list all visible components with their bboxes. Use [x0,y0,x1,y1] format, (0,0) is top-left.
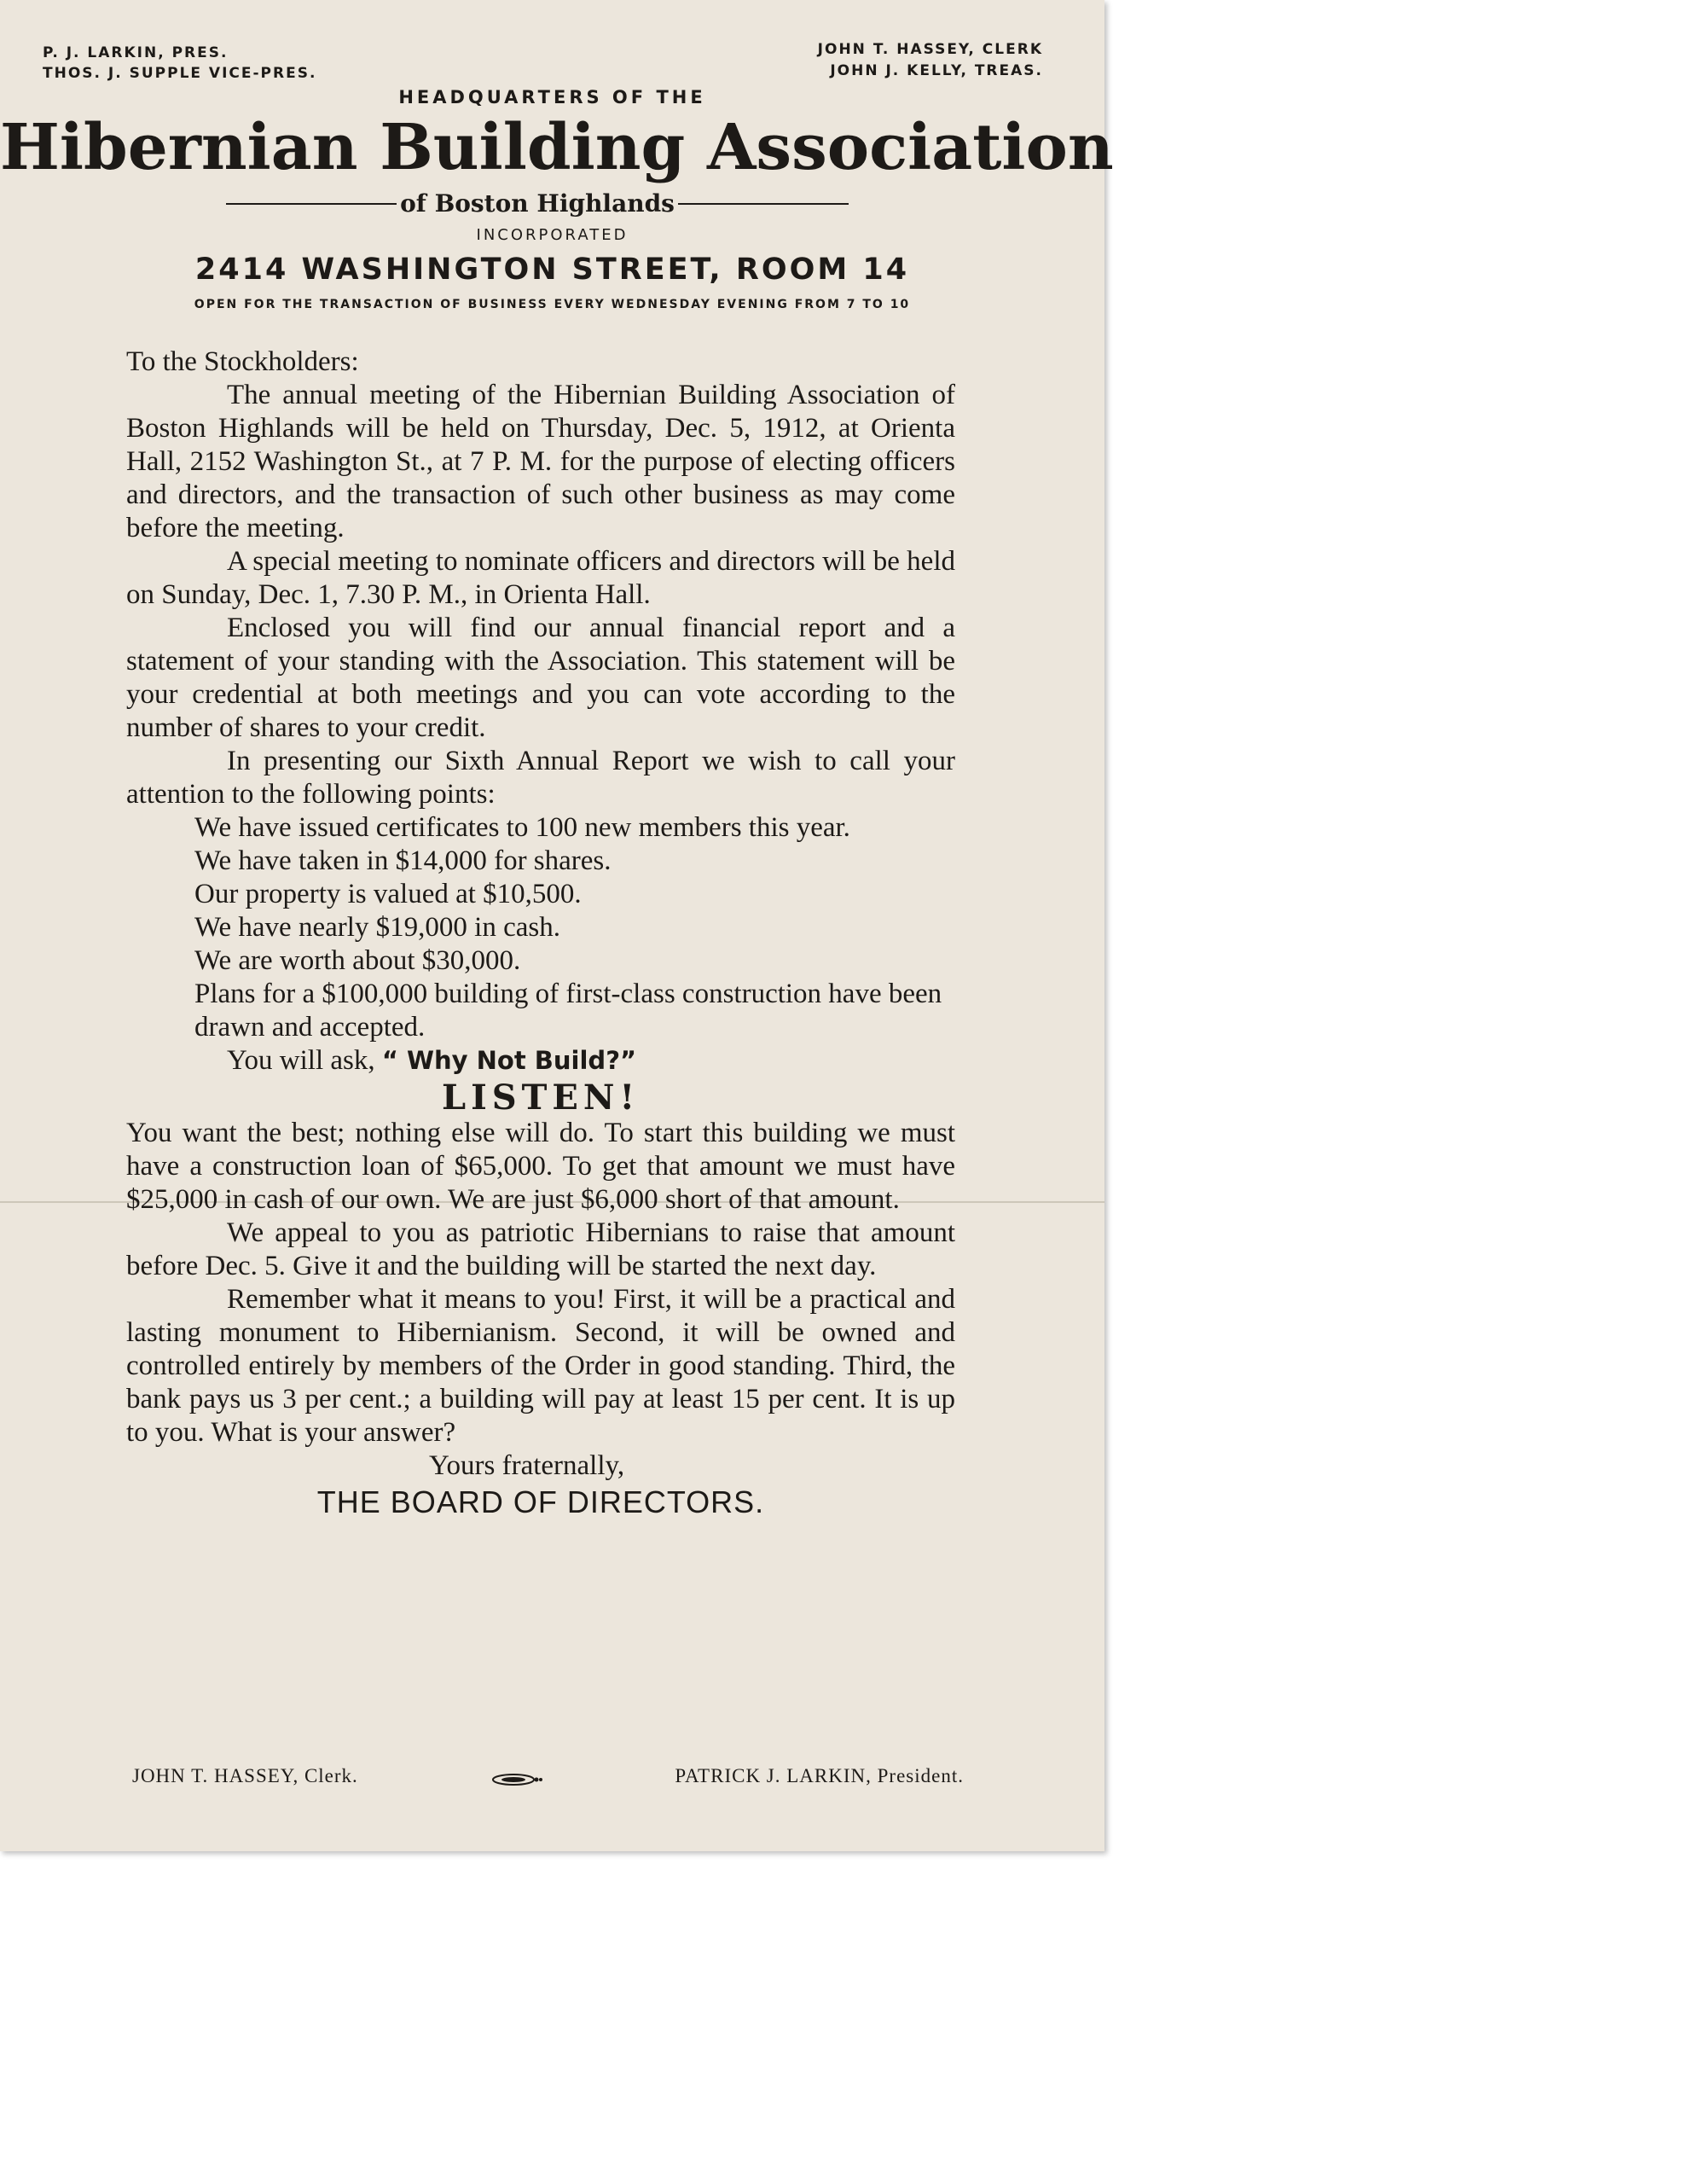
association-title: Hibernian Building Association [0,111,1114,184]
salutation: To the Stockholders: [126,346,359,377]
paragraph-sixth-report: In presenting our Sixth Annual Report we wish to call your attention to the following points: [126,746,955,810]
paragraph-appeal: We appeal to you as patriotic Hibernians to raise that amount before Dec. 5. Give it and the building will be started the next day. [126,1217,955,1281]
business-hours: OPEN FOR THE TRANSACTION OF BUSINESS EVERY WEDNESDAY EVENING FROM 7 TO 10 [194,298,911,311]
list-item: We are worth about $30,000. [194,945,521,976]
why-not-build: “ Why Not Build?” [381,1046,637,1075]
address: 2414 WASHINGTON STREET, ROOM 14 [194,253,910,287]
right-rule [678,203,849,205]
officer-clerk: JOHN T. HASSEY, CLERK [817,41,1043,58]
union-label-icon [491,1769,542,1783]
list-item: We have nearly $19,000 in cash. [194,912,560,943]
list-item: Plans for a $100,000 building of first-class construction have been drawn and accepted. [194,979,942,1043]
list-item: We have issued certificates to 100 new members this year. [194,812,850,843]
officer-president: P. J. LARKIN, PRES. [43,44,229,61]
paragraph-best: You want the best; nothing else will do. To start this building we must have a construction loan of $65,000. To get that amount we must have $25,000 in cash of our own. We are just $6,000 short of that amount. [126,1118,955,1215]
board-of-directors: THE BOARD OF DIRECTORS. [316,1484,765,1519]
why-not-build-line [126,1044,955,1077]
signature-president: PATRICK J. LARKIN, President. [675,1765,964,1786]
subtitle: of Boston Highlands [400,189,675,218]
closing: Yours fraternally, [429,1450,625,1481]
signature-clerk: JOHN T. HASSEY, Clerk. [132,1765,358,1786]
incorporated-label: INCORPORATED [476,226,629,244]
listen-heading: LISTEN! [441,1077,641,1118]
subtitle-line [226,189,849,218]
paragraph-annual-meeting: The annual meeting of the Hibernian Building Association of Boston Highlands will be held on Thursday, Dec. 5, 1912, at Orienta Hall, 2152 Washington St., at 7 P. M. for the purpose of electing officers and directors, and the transaction of such other business as may come before the meeting. [126,380,955,543]
paragraph-enclosed: Enclosed you will find our annual financial report and a statement of your standing with the Association. This statement will be your credential at both meetings and you can vote according to the number of shares to your credit. [126,613,955,743]
headquarters-line: HEADQUARTERS OF THE [398,87,706,107]
list-item: We have taken in $14,000 for shares. [194,845,612,876]
officer-vice-president: THOS. J. SUPPLE VICE-PRES. [43,65,317,82]
letter-body [126,346,955,1522]
paragraph-special-meeting: A special meeting to nominate officers and directors will be held on Sunday, Dec. 1, 7.30 P. M., in Orienta Hall. [126,546,955,610]
paragraph-remember: Remember what it means to you! First, it will be a practical and lasting monument to Hibernianism. Second, it will be owned and controlled entirely by members of the Order in good standing. Third, the bank pays us 3 per cent.; a building will pay at least 15 per cent. It is up to you. What is your answer? [126,1284,955,1448]
signature-line [132,1765,964,1787]
list-item: Our property is valued at $10,500. [194,879,582,909]
left-rule [226,203,397,205]
why-prefix: You will ask, [227,1045,375,1076]
points-list [126,811,955,1044]
officer-treasurer: JOHN J. KELLY, TREAS. [830,62,1043,79]
